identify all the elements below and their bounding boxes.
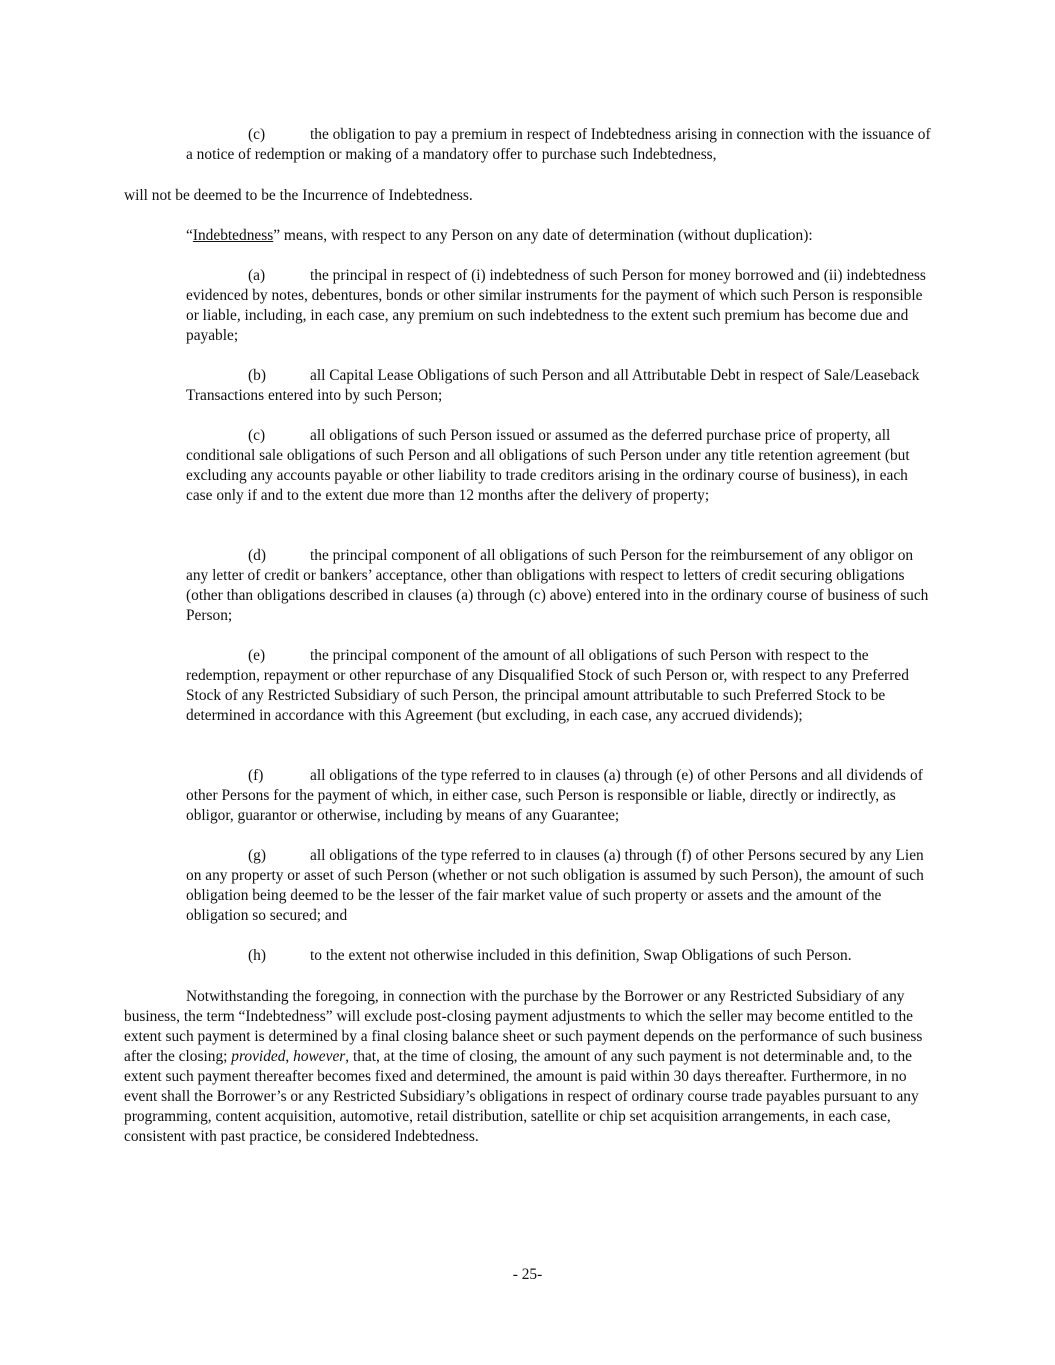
definition-intro: “Indebtedness” means, with respect to any Person on any date of determination (without duplication):: [186, 227, 813, 244]
clause-text: all obligations of the type referred to in clauses (a) through (e) of other Persons and all dividends of other Persons for the payment of which, in either case, such Person is responsible or liable, directly or indirectly, as obligor, guarantor or otherwise, including by means of any Guarantee;: [186, 767, 923, 824]
clause-e: [186, 646, 938, 726]
clause-h: [186, 946, 938, 966]
clause-d: [186, 546, 938, 626]
clause-c-premium: [186, 125, 938, 165]
clause-text-rest: issuance of a notice of redemption or making of a mandatory offer to purchase such Indebtedness,: [186, 126, 931, 163]
clause-text: the principal component of the amount of all obligations of such Person with respect to the redemption, repayment or other repurchase of any Disqualified Stock of such Person or, with respect to any Preferred Stock of any Restricted Subsidiary of such Person, the principal amount attributable to such Preferred Stock to be determined in accordance with this Agreement (but excluding, in each case, any accrued dividends);: [186, 647, 909, 724]
clause-text: the principal in respect of (i) indebtedness of such Person for money borrowed and (ii) indebtedness evidenced by notes, debentures, bonds or other similar instruments for the payment of which such Person is responsible or liable, including, in each case, any premium on such indebtedness to the extent such premium has become due and payable;: [186, 267, 926, 344]
clause-label: (f): [248, 767, 264, 784]
clause-text: all Capital Lease Obligations of such Person and all Attributable Debt in respect of Sale/Leaseback Transactions entered into by such Person;: [186, 367, 920, 404]
defined-term: Indebtedness: [192, 227, 274, 244]
clause-label: (b): [248, 367, 266, 384]
clause-label: (a): [248, 267, 266, 284]
italic-however: however: [293, 1048, 346, 1065]
clause-c: [186, 426, 938, 506]
clause-label: (c): [248, 126, 266, 143]
clause-label: (e): [248, 647, 266, 664]
carryover-sentence: will not be deemed to be the Incurrence of Indebtedness.: [124, 187, 473, 204]
clause-text: all obligations of the type referred to in clauses (a) through (f) of other Persons secured by any Lien on any property or asset of such Person (whether or not such obligation is assumed by such Person), the amount of such obligation being deemed to be the lesser of the fair market value of such property or assets and the amount of the obligation so secured; and: [186, 847, 924, 924]
clause-text: all obligations of such Person issued or assumed as the deferred purchase price of property, all conditional sale obligations of such Person and all obligations of such Person under any title retention agreement (but excluding any accounts payable or other liability to trade creditors arising in the ordinary course of business), in each case only if and to the extent due more than 12 months after the delivery of property;: [186, 427, 910, 504]
clause-a: [186, 266, 938, 346]
italic-provided: provided: [231, 1048, 286, 1065]
clause-g: [186, 846, 938, 926]
clause-text-line1: the obligation to pay a premium in respect of Indebtedness arising in connection with the: [310, 126, 858, 143]
closing-paragraph: Notwithstanding the foregoing, in connection with the purchase by the Borrower or any Restricted Subsidiary of any business, the term “Indebtedness” will exclude post-closing payment adjustments to which the seller may become entitled to the extent such payment is determined by a final closing balance sheet or such payment depends on the performance of such business after the closing; provided, however, that, at the time of closing, the amount of any such payment is not determinable and, to the extent such payment thereafter becomes fixed and determined, the amount is paid within 30 days thereafter. Furthermore, in no event shall the Borrower’s or any Restricted Subsidiary’s obligations in respect of ordinary course trade payables pursuant to any programming, content acquisition, automotive, retail distribution, satellite or chip set acquisition arrangements, in each case, consistent with past practice, be considered Indebtedness.: [124, 988, 923, 1145]
page-number: - 25-: [512, 1266, 543, 1283]
clause-label: (h): [248, 947, 266, 964]
clause-text: to the extent not otherwise included in this definition, Swap Obligations of such Person.: [310, 947, 852, 964]
clause-label: (g): [248, 847, 266, 864]
clause-label: (d): [248, 547, 266, 564]
clause-text: the principal component of all obligations of such Person for the reimbursement of any obligor on any letter of credit or bankers’ acceptance, other than obligations with respect to letters of credit securing obligations (other than obligations described in clauses (a) through (c) above) entered into in the ordinary course of business of such Person;: [186, 547, 929, 624]
clause-b: [186, 366, 938, 406]
clause-f: [186, 766, 938, 826]
clause-label: (c): [248, 427, 266, 444]
